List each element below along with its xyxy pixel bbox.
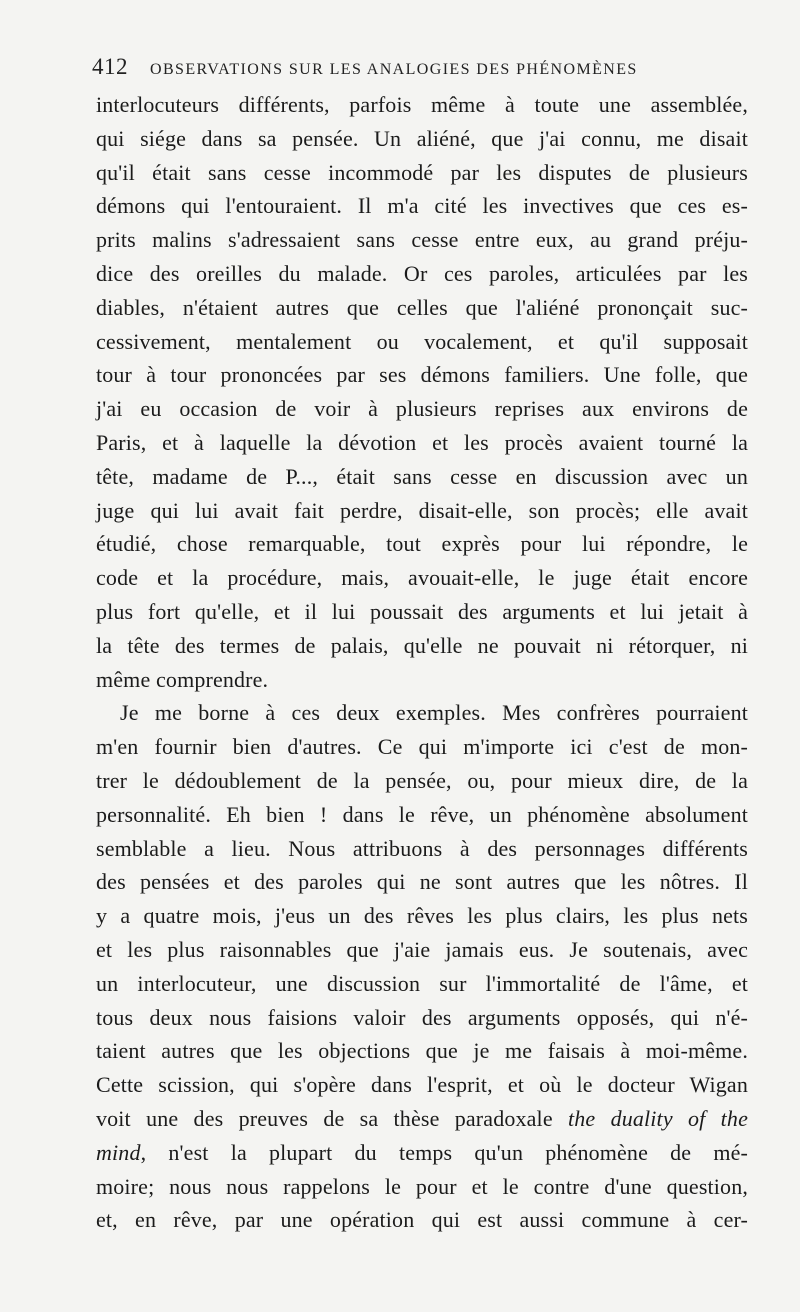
text-line: Paris, et à laquelle la dévotion et les procès avaient tourné la (96, 429, 748, 455)
line-text: voit une des preuves de sa thèse paradoxale (96, 1105, 568, 1131)
text-line: semblable a lieu. Nous attribuons à des personnages différents (96, 835, 748, 861)
text-line: la tête des termes de palais, qu'elle ne pouvait ni rétorquer, ni (96, 632, 748, 658)
text-line: diables, n'étaient autres que celles que l'aliéné prononçait suc- (96, 294, 748, 320)
text-line: personnalité. Eh bien ! dans le rêve, un phénomène absolument (96, 801, 748, 827)
text-line: qui siége dans sa pensée. Un aliéné, que j'ai connu, me disait (96, 125, 748, 151)
paragraph-end-line: même comprendre. (96, 666, 269, 692)
text-line: j'ai eu occasion de voir à plusieurs reprises aux environs de (96, 396, 748, 422)
text-line: dice des oreilles du malade. Or ces paroles, articulées par les (96, 260, 748, 286)
paragraph-start-line: Je me borne à ces deux exemples. Mes confrères pourraient (120, 700, 748, 726)
text-line: qu'il était sans cesse incommodé par les disputes de plusieurs (96, 159, 748, 185)
text-line: étudié, chose remarquable, tout exprès pour lui répondre, le (96, 531, 748, 557)
text-line: code et la procédure, mais, avouait-elle, le juge était encore (96, 565, 748, 591)
text-line: et les plus raisonnables que j'aie jamais eus. Je soutenais, avec (96, 936, 748, 962)
text-line: tête, madame de P..., était sans cesse en discussion avec un (96, 463, 748, 489)
text-line: démons qui l'entouraient. Il m'a cité les invectives que ces es- (96, 193, 748, 219)
text-line: interlocuteurs différents, parfois même à toute une assemblée, (96, 92, 748, 117)
text-line: et, en rêve, par une opération qui est aussi commune à cer- (96, 1207, 748, 1233)
text-line: juge qui lui avait fait perdre, disait-elle, son procès; elle avait (96, 497, 748, 523)
text-line: prits malins s'adressaient sans cesse entre eux, au grand préju- (96, 227, 748, 253)
text-line: m'en fournir bien d'autres. Ce qui m'importe ici c'est de mon- (96, 734, 748, 760)
page-number: 412 (92, 54, 128, 79)
text-line: plus fort qu'elle, et il lui poussait des arguments et lui jetait à (96, 598, 748, 624)
text-line: tour à tour prononcées par ses démons familiers. Une folle, que (96, 362, 748, 388)
text-line: tous deux nous faisions valoir des arguments opposés, qui n'é- (96, 1004, 748, 1030)
running-title: OBSERVATIONS SUR LES ANALOGIES DES PHÉNOMÈNES (150, 61, 638, 78)
text-line: un interlocuteur, une discussion sur l'immortalité de l'âme, et (96, 970, 748, 996)
text-line-with-italic (96, 1136, 748, 1170)
text-line: des pensées et des paroles qui ne sont autres que les nôtres. Il (96, 869, 748, 895)
body-text (96, 88, 748, 1237)
italic-title: the duality of the (568, 1105, 748, 1131)
italic-title: mind (96, 1139, 141, 1165)
text-line: moire; nous nous rappelons le pour et le contre d'une question, (96, 1173, 748, 1199)
text-line: taient autres que les objections que je me faisais à moi-même. (96, 1038, 748, 1064)
text-line: trer le dédoublement de la pensée, ou, pour mieux dire, de la (96, 767, 748, 793)
text-line: y a quatre mois, j'eus un des rêves les plus clairs, les plus nets (96, 903, 748, 929)
text-line: cessivement, mentalement ou vocalement, et qu'il supposait (96, 328, 748, 354)
text-line: Cette scission, qui s'opère dans l'esprit, et où le docteur Wigan (96, 1072, 748, 1098)
running-head (92, 54, 742, 80)
line-text: , n'est la plupart du temps qu'un phénomène de mé- (140, 1139, 748, 1165)
text-line-with-italic (96, 1102, 748, 1136)
